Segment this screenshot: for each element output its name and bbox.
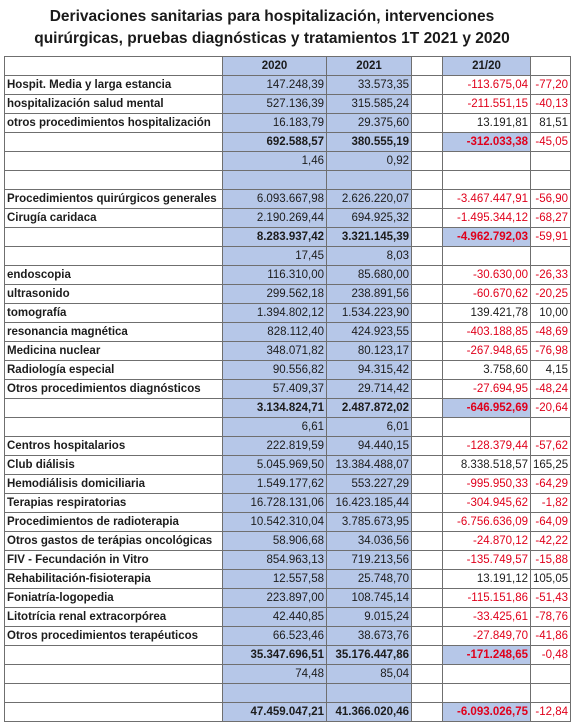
gap-cell	[412, 589, 443, 608]
share-row	[5, 152, 571, 171]
diff-21-20: -60.670,62	[443, 285, 531, 304]
diff-21-20	[443, 247, 531, 266]
pct-change: -40,13	[531, 95, 571, 114]
gap-cell	[412, 494, 443, 513]
gap-cell	[412, 361, 443, 380]
row-label: Procedimientos quirúrgicos generales	[5, 190, 223, 209]
gap-cell	[412, 684, 443, 703]
value-2020: 116.310,00	[223, 266, 327, 285]
gap-cell	[412, 627, 443, 646]
diff-21-20	[443, 684, 531, 703]
pct-change: -59,91	[531, 228, 571, 247]
value-2020: 1.394.802,12	[223, 304, 327, 323]
value-2021: 33.573,35	[327, 76, 412, 95]
value-2020: 47.459.047,21	[223, 703, 327, 722]
row-label: Otros gastos de terápias oncológicas	[5, 532, 223, 551]
gap-cell	[412, 304, 443, 323]
pct-change: -51,43	[531, 589, 571, 608]
value-2021: 38.673,76	[327, 627, 412, 646]
header-label	[5, 57, 223, 76]
table-row	[5, 190, 571, 209]
title-line-1: Derivaciones sanitarias para hospitalización, intervenciones	[49, 8, 495, 25]
row-label	[5, 171, 223, 190]
value-2020: 57.409,37	[223, 380, 327, 399]
share-row	[5, 665, 571, 684]
row-label: otros procedimientos hospitalización	[5, 114, 223, 133]
header-2020: 2020	[223, 57, 327, 76]
value-2020	[223, 684, 327, 703]
value-2020: 16.728.131,06	[223, 494, 327, 513]
value-2021: 3.785.673,95	[327, 513, 412, 532]
table-row	[5, 589, 571, 608]
value-2021: 424.923,55	[327, 323, 412, 342]
value-2021: 1.534.223,90	[327, 304, 412, 323]
diff-21-20: 13.191,12	[443, 570, 531, 589]
diff-21-20: -646.952,69	[443, 399, 531, 418]
pct-change: 81,51	[531, 114, 571, 133]
table-row	[5, 475, 571, 494]
pct-change: -76,98	[531, 342, 571, 361]
gap-cell	[412, 570, 443, 589]
pct-change: -78,76	[531, 608, 571, 627]
value-2020: 6.093.667,98	[223, 190, 327, 209]
diff-21-20	[443, 152, 531, 171]
row-label	[5, 133, 223, 152]
value-2020: 3.134.824,71	[223, 399, 327, 418]
table-row	[5, 95, 571, 114]
value-2020	[223, 171, 327, 190]
row-label: Procedimientos de radioterapia	[5, 513, 223, 532]
value-2021: 25.748,70	[327, 570, 412, 589]
row-label	[5, 684, 223, 703]
pct-change: -64,09	[531, 513, 571, 532]
table-row	[5, 437, 571, 456]
diff-21-20: -33.425,61	[443, 608, 531, 627]
value-2021: 94.440,15	[327, 437, 412, 456]
row-label: Litotrícia renal extracorpórea	[5, 608, 223, 627]
pct-change: -57,62	[531, 437, 571, 456]
diff-21-20: -304.945,62	[443, 494, 531, 513]
value-2020: 828.112,40	[223, 323, 327, 342]
pct-change: -20,25	[531, 285, 571, 304]
table-row	[5, 114, 571, 133]
gap-cell	[412, 665, 443, 684]
pct-change	[531, 152, 571, 171]
value-2021: 80.123,17	[327, 342, 412, 361]
row-label: Otros procedimientos diagnósticos	[5, 380, 223, 399]
value-2020: 58.906,68	[223, 532, 327, 551]
value-2020: 527.136,39	[223, 95, 327, 114]
table-row	[5, 532, 571, 551]
value-2021: 29.714,42	[327, 380, 412, 399]
gap-cell	[412, 513, 443, 532]
diff-21-20: 8.338.518,57	[443, 456, 531, 475]
value-2021: 553.227,29	[327, 475, 412, 494]
gap-cell	[412, 95, 443, 114]
table-row	[5, 76, 571, 95]
diff-21-20: -27.694,95	[443, 380, 531, 399]
diff-21-20: -6.093.026,75	[443, 703, 531, 722]
gap-cell	[412, 608, 443, 627]
diff-21-20: -267.948,65	[443, 342, 531, 361]
share-row	[5, 247, 571, 266]
header-row	[5, 57, 571, 76]
value-2021: 29.375,60	[327, 114, 412, 133]
table-row	[5, 551, 571, 570]
row-label: tomografía	[5, 304, 223, 323]
value-2020: 6,61	[223, 418, 327, 437]
value-2021: 0,92	[327, 152, 412, 171]
value-2021: 380.555,19	[327, 133, 412, 152]
row-label: endoscopia	[5, 266, 223, 285]
diff-21-20: 13.191,81	[443, 114, 531, 133]
header-gap	[412, 57, 443, 76]
pct-change	[531, 247, 571, 266]
total-row	[5, 399, 571, 418]
gap-cell	[412, 646, 443, 665]
diff-21-20: -113.675,04	[443, 76, 531, 95]
diff-21-20: -995.950,33	[443, 475, 531, 494]
pct-change	[531, 665, 571, 684]
value-2021: 3.321.145,39	[327, 228, 412, 247]
value-2021	[327, 684, 412, 703]
gap-cell	[412, 285, 443, 304]
pct-change: -41,86	[531, 627, 571, 646]
diff-21-20: -24.870,12	[443, 532, 531, 551]
gap-cell	[412, 418, 443, 437]
header-pct	[531, 57, 571, 76]
table-row	[5, 361, 571, 380]
pct-change: -64,29	[531, 475, 571, 494]
value-2020: 692.588,57	[223, 133, 327, 152]
value-2021: 238.891,56	[327, 285, 412, 304]
gap-cell	[412, 114, 443, 133]
row-label: Hospit. Media y larga estancia	[5, 76, 223, 95]
gap-cell	[412, 399, 443, 418]
table-row	[5, 513, 571, 532]
diff-21-20: 139.421,78	[443, 304, 531, 323]
value-2021: 719.213,56	[327, 551, 412, 570]
diff-21-20: -27.849,70	[443, 627, 531, 646]
value-2021: 85,04	[327, 665, 412, 684]
gap-cell	[412, 266, 443, 285]
pct-change: -0,48	[531, 646, 571, 665]
table-row	[5, 209, 571, 228]
gap-cell	[412, 171, 443, 190]
value-2020: 5.045.969,50	[223, 456, 327, 475]
pct-change: -48,69	[531, 323, 571, 342]
value-2021: 6,01	[327, 418, 412, 437]
value-2020: 2.190.269,44	[223, 209, 327, 228]
value-2021: 35.176.447,86	[327, 646, 412, 665]
gap-cell	[412, 228, 443, 247]
gap-cell	[412, 475, 443, 494]
diff-21-20: -3.467.447,91	[443, 190, 531, 209]
value-2020: 854.963,13	[223, 551, 327, 570]
value-2021: 13.384.488,07	[327, 456, 412, 475]
gap-cell	[412, 190, 443, 209]
diff-21-20: -1.495.344,12	[443, 209, 531, 228]
value-2020: 8.283.937,42	[223, 228, 327, 247]
value-2021: 9.015,24	[327, 608, 412, 627]
row-label: Hemodiálisis domiciliaria	[5, 475, 223, 494]
value-2021: 694.925,32	[327, 209, 412, 228]
row-label: Club diálisis	[5, 456, 223, 475]
table-row	[5, 342, 571, 361]
value-2021: 94.315,42	[327, 361, 412, 380]
value-2020: 147.248,39	[223, 76, 327, 95]
value-2020: 90.556,82	[223, 361, 327, 380]
pct-change: -20,64	[531, 399, 571, 418]
pct-change	[531, 418, 571, 437]
row-label	[5, 228, 223, 247]
row-label: Radiología especial	[5, 361, 223, 380]
table-row	[5, 456, 571, 475]
row-label	[5, 665, 223, 684]
pct-change: 165,25	[531, 456, 571, 475]
value-2020: 12.557,58	[223, 570, 327, 589]
row-label	[5, 399, 223, 418]
value-2021: 315.585,24	[327, 95, 412, 114]
value-2020: 10.542.310,04	[223, 513, 327, 532]
pct-change: -42,22	[531, 532, 571, 551]
value-2020: 1.549.177,62	[223, 475, 327, 494]
value-2020: 222.819,59	[223, 437, 327, 456]
pct-change: -56,90	[531, 190, 571, 209]
diff-21-20: -403.188,85	[443, 323, 531, 342]
table-row	[5, 323, 571, 342]
total-row	[5, 703, 571, 722]
diff-21-20: -312.033,38	[443, 133, 531, 152]
diff-21-20: -211.551,15	[443, 95, 531, 114]
pct-change: -68,27	[531, 209, 571, 228]
pct-change: -26,33	[531, 266, 571, 285]
row-label	[5, 152, 223, 171]
value-2020: 42.440,85	[223, 608, 327, 627]
row-label	[5, 418, 223, 437]
title-line-2: quirúrgicas, pruebas diagnósticas y tratamientos 1T 2021 y 2020	[34, 30, 510, 47]
gap-cell	[412, 209, 443, 228]
pct-change: 10,00	[531, 304, 571, 323]
value-2020: 348.071,82	[223, 342, 327, 361]
diff-21-20: -6.756.636,09	[443, 513, 531, 532]
row-label	[5, 646, 223, 665]
value-2021: 16.423.185,44	[327, 494, 412, 513]
diff-21-20	[443, 171, 531, 190]
diff-21-20: -128.379,44	[443, 437, 531, 456]
pct-change: -48,24	[531, 380, 571, 399]
value-2020: 66.523,46	[223, 627, 327, 646]
value-2021: 41.366.020,46	[327, 703, 412, 722]
value-2020: 35.347.696,51	[223, 646, 327, 665]
value-2021: 34.036,56	[327, 532, 412, 551]
value-2021: 108.745,14	[327, 589, 412, 608]
empty-row	[5, 171, 571, 190]
value-2021: 8,03	[327, 247, 412, 266]
pct-change	[531, 684, 571, 703]
table-row	[5, 627, 571, 646]
gap-cell	[412, 342, 443, 361]
value-2020: 223.897,00	[223, 589, 327, 608]
value-2020: 299.562,18	[223, 285, 327, 304]
gap-cell	[412, 703, 443, 722]
row-label: Cirugía caridaca	[5, 209, 223, 228]
diff-21-20: 3.758,60	[443, 361, 531, 380]
gap-cell	[412, 323, 443, 342]
row-label: Otros procedimientos terapéuticos	[5, 627, 223, 646]
gap-cell	[412, 133, 443, 152]
total-row	[5, 228, 571, 247]
value-2021: 2.626.220,07	[327, 190, 412, 209]
header-2021: 2021	[327, 57, 412, 76]
gap-cell	[412, 152, 443, 171]
diff-21-20: -135.749,57	[443, 551, 531, 570]
table-row	[5, 266, 571, 285]
value-2020: 1,46	[223, 152, 327, 171]
table-row	[5, 608, 571, 627]
total-row	[5, 646, 571, 665]
row-label: resonancia magnética	[5, 323, 223, 342]
header-diff: 21/20	[443, 57, 531, 76]
value-2020: 16.183,79	[223, 114, 327, 133]
data-table	[4, 56, 571, 722]
diff-21-20: -30.630,00	[443, 266, 531, 285]
diff-21-20	[443, 665, 531, 684]
diff-21-20: -171.248,65	[443, 646, 531, 665]
gap-cell	[412, 76, 443, 95]
pct-change: 105,05	[531, 570, 571, 589]
pct-change: -77,20	[531, 76, 571, 95]
empty-row	[5, 684, 571, 703]
diff-21-20	[443, 418, 531, 437]
row-label: Foniatría-logopedia	[5, 589, 223, 608]
pct-change: -45,05	[531, 133, 571, 152]
value-2020: 74,48	[223, 665, 327, 684]
pct-change: 4,15	[531, 361, 571, 380]
table-row	[5, 570, 571, 589]
value-2021: 85.680,00	[327, 266, 412, 285]
diff-21-20: -4.962.792,03	[443, 228, 531, 247]
pct-change	[531, 171, 571, 190]
diff-21-20: -115.151,86	[443, 589, 531, 608]
pct-change: -15,88	[531, 551, 571, 570]
gap-cell	[412, 437, 443, 456]
row-label: Terapias respiratorias	[5, 494, 223, 513]
row-label	[5, 247, 223, 266]
row-label: hospitalización salud mental	[5, 95, 223, 114]
total-row	[5, 133, 571, 152]
row-label: Medicina nuclear	[5, 342, 223, 361]
row-label: Centros hospitalarios	[5, 437, 223, 456]
gap-cell	[412, 532, 443, 551]
gap-cell	[412, 456, 443, 475]
row-label	[5, 703, 223, 722]
table-title	[0, 6, 544, 50]
value-2021: 2.487.872,02	[327, 399, 412, 418]
value-2021	[327, 171, 412, 190]
pct-change: -12,84	[531, 703, 571, 722]
share-row	[5, 418, 571, 437]
table-row	[5, 494, 571, 513]
table-row	[5, 304, 571, 323]
row-label: FIV - Fecundación in Vitro	[5, 551, 223, 570]
table-row	[5, 380, 571, 399]
gap-cell	[412, 551, 443, 570]
pct-change: -1,82	[531, 494, 571, 513]
value-2020: 17,45	[223, 247, 327, 266]
table-row	[5, 285, 571, 304]
row-label: ultrasonido	[5, 285, 223, 304]
row-label: Rehabilitación-fisioterapia	[5, 570, 223, 589]
gap-cell	[412, 247, 443, 266]
gap-cell	[412, 380, 443, 399]
